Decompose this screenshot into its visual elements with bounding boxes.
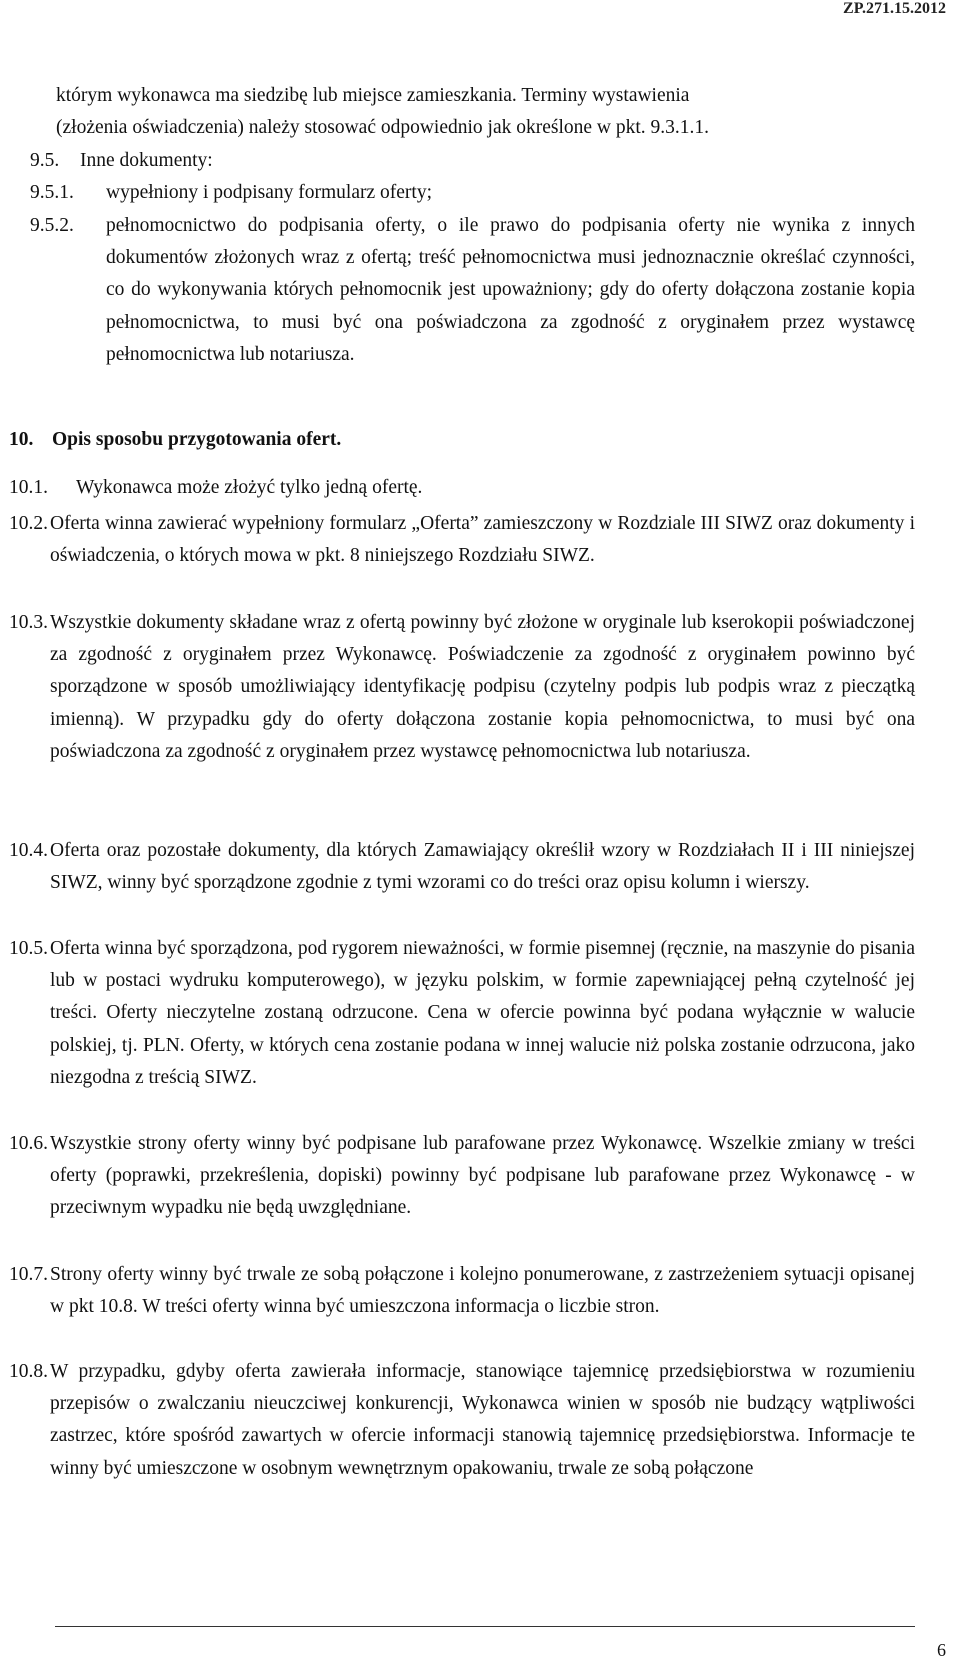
item-label-10-2: 10.2.	[9, 513, 48, 534]
page-number: 6	[937, 1640, 946, 1660]
item-label-10-4: 10.4.	[9, 840, 48, 861]
section-label-10: 10.	[9, 429, 34, 450]
section-text-9-5-1: wypełniony i podpisany formularz oferty;	[106, 182, 433, 203]
section-label-9-5-2: 9.5.2.	[30, 215, 74, 236]
item-text-10-8: W przypadku, gdyby oferta zawierała informacje, stanowiące tajemnicę przedsiębiorstwa w rozumieniu przepisów o zwalczaniu nieuczciwej konkurencji, Wykonawca winien w sposób nie budzący wątpliwości zastrzec, które spośród zawartych w ofercie informacji stanowią tajemnicę przedsiębiorstwa. Informacje te winny być umieszczone w osobnym wewnętrznym opakowaniu, trwale ze sobą połączone	[50, 1361, 915, 1479]
section-text-9-5-2: pełnomocnictwo do podpisania oferty, o ile prawo do podpisania oferty nie wynika z innych dokumentów złożonych wraz z ofertą; treść pełnomocnictwa musi jednoznacznie określać czynności, co do wykonywania których pełnomocnik jest upoważniony; gdy do oferty dołączona zostanie kopia pełnomocnictwa, to musi być ona poświadczona za zgodność z oryginałem przez wystawcę pełnomocnictwa lub notariusza.	[106, 215, 915, 365]
intro-line-2: (złożenia oświadczenia) należy stosować odpowiednio jak określone w pkt. 9.3.1.1.	[56, 117, 710, 138]
section-label-9-5: 9.5.	[30, 150, 60, 171]
item-label-10-7: 10.7.	[9, 1264, 48, 1285]
item-text-10-7: Strony oferty winny być trwale ze sobą połączone i kolejno ponumerowane, z zastrzeżeniem sytuacji opisanej w pkt 10.8. W treści oferty winna być umieszczona informacja o liczbie stron.	[50, 1264, 915, 1318]
item-text-10-2: Oferta winna zawierać wypełniony formularz „Oferta” zamieszczony w Rozdziale III SIWZ oraz dokumenty i oświadczenia, o których mowa w pkt. 8 niniejszego Rozdziału SIWZ.	[50, 513, 915, 567]
item-text-10-4: Oferta oraz pozostałe dokumenty, dla których Zamawiający określił wzory w Rozdziałach II i III niniejszej SIWZ, winny być sporządzone zgodnie z tymi wzorami co do treści oraz opisu kolumn i wierszy.	[50, 840, 915, 894]
item-label-10-5: 10.5.	[9, 938, 48, 959]
document-id: ZP.271.15.2012	[843, 0, 946, 17]
item-label-10-8: 10.8.	[9, 1361, 48, 1382]
section-text-9-5: Inne dokumenty:	[80, 150, 213, 171]
item-label-10-6: 10.6.	[9, 1133, 48, 1154]
item-text-10-3: Wszystkie dokumenty składane wraz z ofertą powinny być złożone w oryginale lub kserokopii poświadczonej za zgodność z oryginałem przez Wykonawcę. Poświadczenie za zgodność z oryginałem powinno być sporządzone w sposób umożliwiający identyfikację podpisu (czytelny podpis lub podpis wraz z pieczątką imienną). W przypadku gdy do oferty dołączona zostanie kopia pełnomocnictwa, to musi być ona poświadczona za zgodność z oryginałem przez wystawcę pełnomocnictwa lub notariusza.	[50, 612, 915, 762]
item-label-10-3: 10.3.	[9, 612, 48, 633]
item-label-10-1: 10.1.	[9, 477, 48, 498]
item-text-10-5: Oferta winna być sporządzona, pod rygorem nieważności, w formie pisemnej (ręcznie, na maszynie do pisania lub w postaci wydruku komputerowego), w języku polskim, w formie zapewniającej pełną czytelność jej treści. Oferty nieczytelne zostaną odrzucone. Cena w ofercie powinna być podana wyłącznie w walucie polskiej, tj. PLN. Oferty, w których cena zostanie podana w innej walucie niż polska zostanie odrzucona, jako niezgodna z treścią SIWZ.	[50, 938, 915, 1088]
section-label-9-5-1: 9.5.1.	[30, 182, 74, 203]
intro-line-1: którym wykonawca ma siedzibę lub miejsce zamieszkania. Terminy wystawienia	[56, 85, 690, 106]
item-text-10-6: Wszystkie strony oferty winny być podpisane lub parafowane przez Wykonawcę. Wszelkie zmiany w treści oferty (poprawki, przekreślenia, dopiski) powinny być podpisane lub parafowane przez Wykonawcę - w przeciwnym wypadku nie będą uwzględniane.	[50, 1133, 915, 1219]
section-heading-10: Opis sposobu przygotowania ofert.	[52, 429, 342, 450]
item-text-10-1: Wykonawca może złożyć tylko jedną ofertę.	[76, 477, 423, 498]
footer-rule	[55, 1626, 915, 1627]
